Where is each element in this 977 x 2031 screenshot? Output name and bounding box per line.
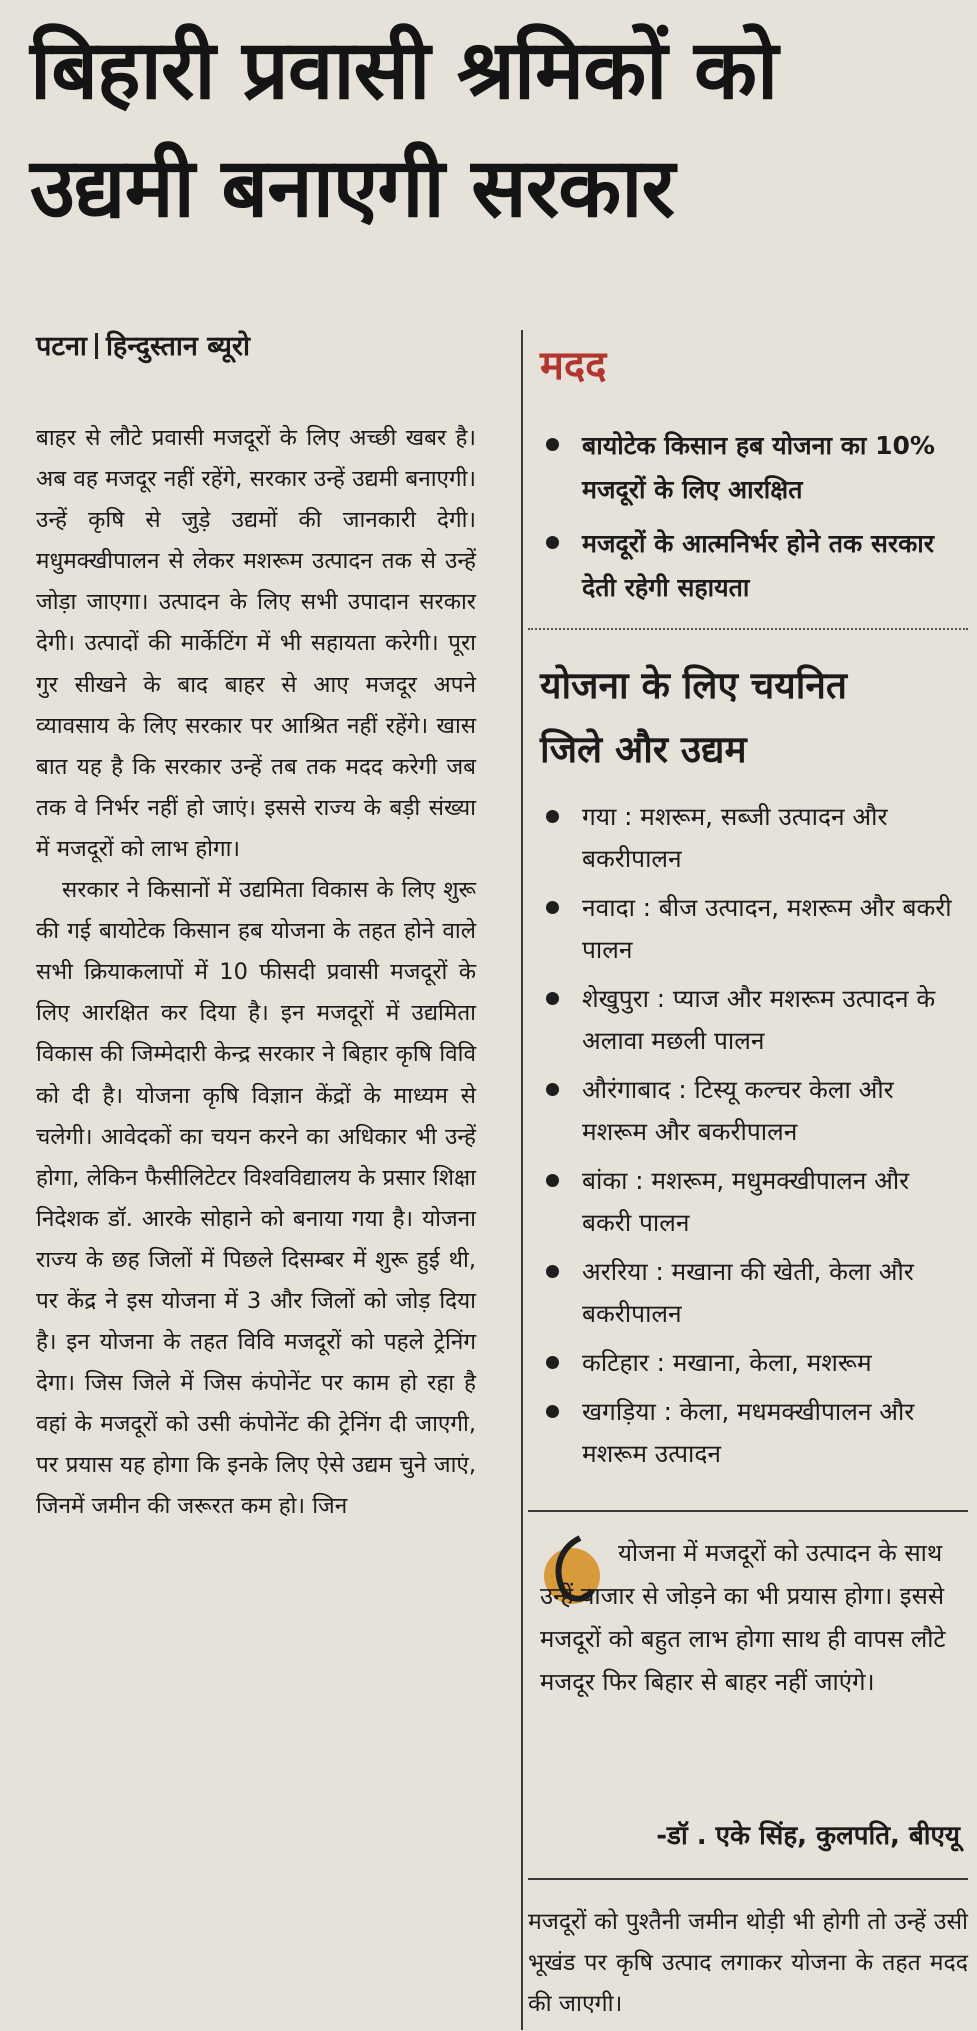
district-item — [540, 1391, 960, 1475]
district-item — [540, 978, 960, 1062]
pull-quote-text: योजना में मजदूरों को उत्पादन के साथ उन्हें बाजार से जोड़ने का भी प्रयास होगा। इससे मजदूरों को बहुत लाभ होगा साथ ही वापस लौटे मजदूर फिर बिहार से बाहर नहीं जाएंगे। — [540, 1539, 946, 1696]
districts-list — [540, 796, 960, 1482]
district-item-text: गया : मशरूम, सब्जी उत्पादन और बकरीपालन — [582, 802, 888, 873]
continued-text: मजदूरों को पुश्तैनी जमीन थोड़ी भी होगी तो उन्हें उसी भूखंड पर कृषि उत्पाद लगाकर योजना के तहत मदद की जाएगी। — [528, 1909, 968, 2017]
madad-item — [540, 424, 960, 512]
district-item-text: शेखुपुरा : प्याज और मशरूम उत्पादन के अलावा मछली पालन — [582, 984, 936, 1055]
article-body — [36, 418, 476, 1528]
dateline-separator — [95, 333, 98, 359]
dateline-bureau: हिन्दुस्तान ब्यूरो — [105, 331, 250, 362]
bullet-icon — [546, 901, 559, 914]
bullet-icon — [546, 536, 559, 549]
district-item — [540, 796, 960, 880]
madad-heading: मदद — [540, 343, 607, 389]
bullet-icon — [546, 1405, 559, 1418]
districts-heading-line-2: जिले और उद्यम — [540, 728, 747, 771]
body-paragraph-2: सरकार ने किसानों में उद्यमिता विकास के लिए शुरू की गई बायोटेक किसान हब योजना के तहत होने वाले सभी क्रियाकलापों में 10 फीसदी प्रवासी मजदूरों के लिए आरक्षित कर दिया है। इन मजदूरों में उद्यमिता विकास की जिम्मेदारी केन्द्र सरकार ने बिहार कृषि विवि को दी है। योजना कृषि विज्ञान केंद्रों के माध्यम से चलेगी। आवेदकों का चयन करने का अधिकार भी उन्हें होगा, लेकिन फैसीलिटेटर विश्वविद्यालय के प्रसार शिक्षा निदेशक डॉ. आरके सोहाने को बनाया गया है। योजना राज्य के छह जिलों में पिछले दिसम्बर में शुरू हुई थी, पर केंद्र ने इस योजना में 3 और जिलों को जोड़ दिया है। इन योजना के तहत विवि मजदूरों को पहले ट्रेनिंग देगा। जिस जिले में जिस कंपोनेंट पर काम हो रहा है वहां के मजदूरों को उसी कंपोनेंट की ट्रेनिंग दी जाएगी, पर प्रयास यह होगा कि इनके लिए ऐसे उद्यम चुने जाएं, जिनमें जमीन की जरूरत कम हो। जिन — [36, 877, 476, 1520]
bullet-icon — [546, 1265, 559, 1278]
districts-heading — [540, 654, 960, 782]
madad-item — [540, 522, 960, 610]
district-item-text: अररिया : मखाना की खेती, केला और बकरीपालन — [582, 1257, 914, 1328]
district-item-text: औरंगाबाद : टिस्यू कल्चर केला और मशरूम और बकरीपालन — [582, 1075, 894, 1146]
district-item-text: नवादा : बीज उत्पादन, मशरूम और बकरी पालन — [582, 893, 952, 964]
headline — [30, 12, 960, 248]
pull-quote — [540, 1532, 960, 1704]
bullet-icon — [546, 1174, 559, 1187]
dateline-city: पटना — [36, 331, 87, 362]
district-item — [540, 887, 960, 971]
headline-line-1: बिहारी प्रवासी श्रमिकों को — [30, 23, 778, 118]
pull-quote-author: -डॉ . एके सिंह, कुलपति, बीएयू — [656, 1821, 960, 1851]
district-item — [540, 1069, 960, 1153]
dotted-divider — [528, 628, 968, 630]
quote-bottom-rule — [528, 1878, 968, 1880]
district-item-text: बांका : मशरूम, मधुमक्खीपालन और बकरी पालन — [582, 1166, 910, 1237]
district-item-text: खगड़िया : केला, मधमक्खीपालन और मशरूम उत्पादन — [582, 1397, 915, 1468]
madad-item-text: बायोटेक किसान हब योजना का 10% मजदूरों के लिए आरक्षित — [582, 431, 935, 504]
district-item — [540, 1160, 960, 1244]
bullet-icon — [546, 438, 559, 451]
bullet-icon — [546, 1083, 559, 1096]
bullet-icon — [546, 992, 559, 1005]
column-divider — [521, 330, 523, 2030]
district-item — [540, 1342, 960, 1384]
headline-line-2: उद्यमी बनाएगी सरकार — [30, 141, 675, 236]
bullet-icon — [546, 1356, 559, 1369]
districts-heading-line-1: योजना के लिए चयनित — [540, 664, 847, 707]
district-item — [540, 1251, 960, 1335]
dateline — [36, 326, 250, 363]
madad-list — [540, 424, 960, 620]
district-item-text: कटिहार : मखाना, केला, मशरूम — [582, 1348, 872, 1377]
bullet-icon — [546, 810, 559, 823]
madad-item-text: मजदूरों के आत्मनिर्भर होने तक सरकार देती रहेगी सहायता — [582, 529, 934, 602]
quote-top-rule — [528, 1510, 968, 1512]
body-paragraph-1: बाहर से लौटे प्रवासी मजदूरों के लिए अच्छी खबर है। अब वह मजदूर नहीं रहेंगे, सरकार उन्हें उद्यमी बनाएगी। उन्हें कृषि से जुड़े उद्यमों की जानकारी देगी। मधुमक्खीपालन से लेकर मशरूम उत्पादन तक से उन्हें जोड़ा जाएगा। उत्पादन के लिए सभी उपादान सरकार देगी। उत्पादों की मार्केटिंग में भी सहायता करेगी। पूरा गुर सीखने के बाद बाहर से आए मजदूर अपने व्यावसाय के लिए सरकार पर आश्रित नहीं रहेंगे। खास बात यह है कि सरकार उन्हें तब तक मदद करेगी जब तक वे निर्भर नहीं हो जाएं। इससे राज्य के बड़ी संख्या में मजदूरों को लाभ होगा। — [36, 425, 476, 862]
